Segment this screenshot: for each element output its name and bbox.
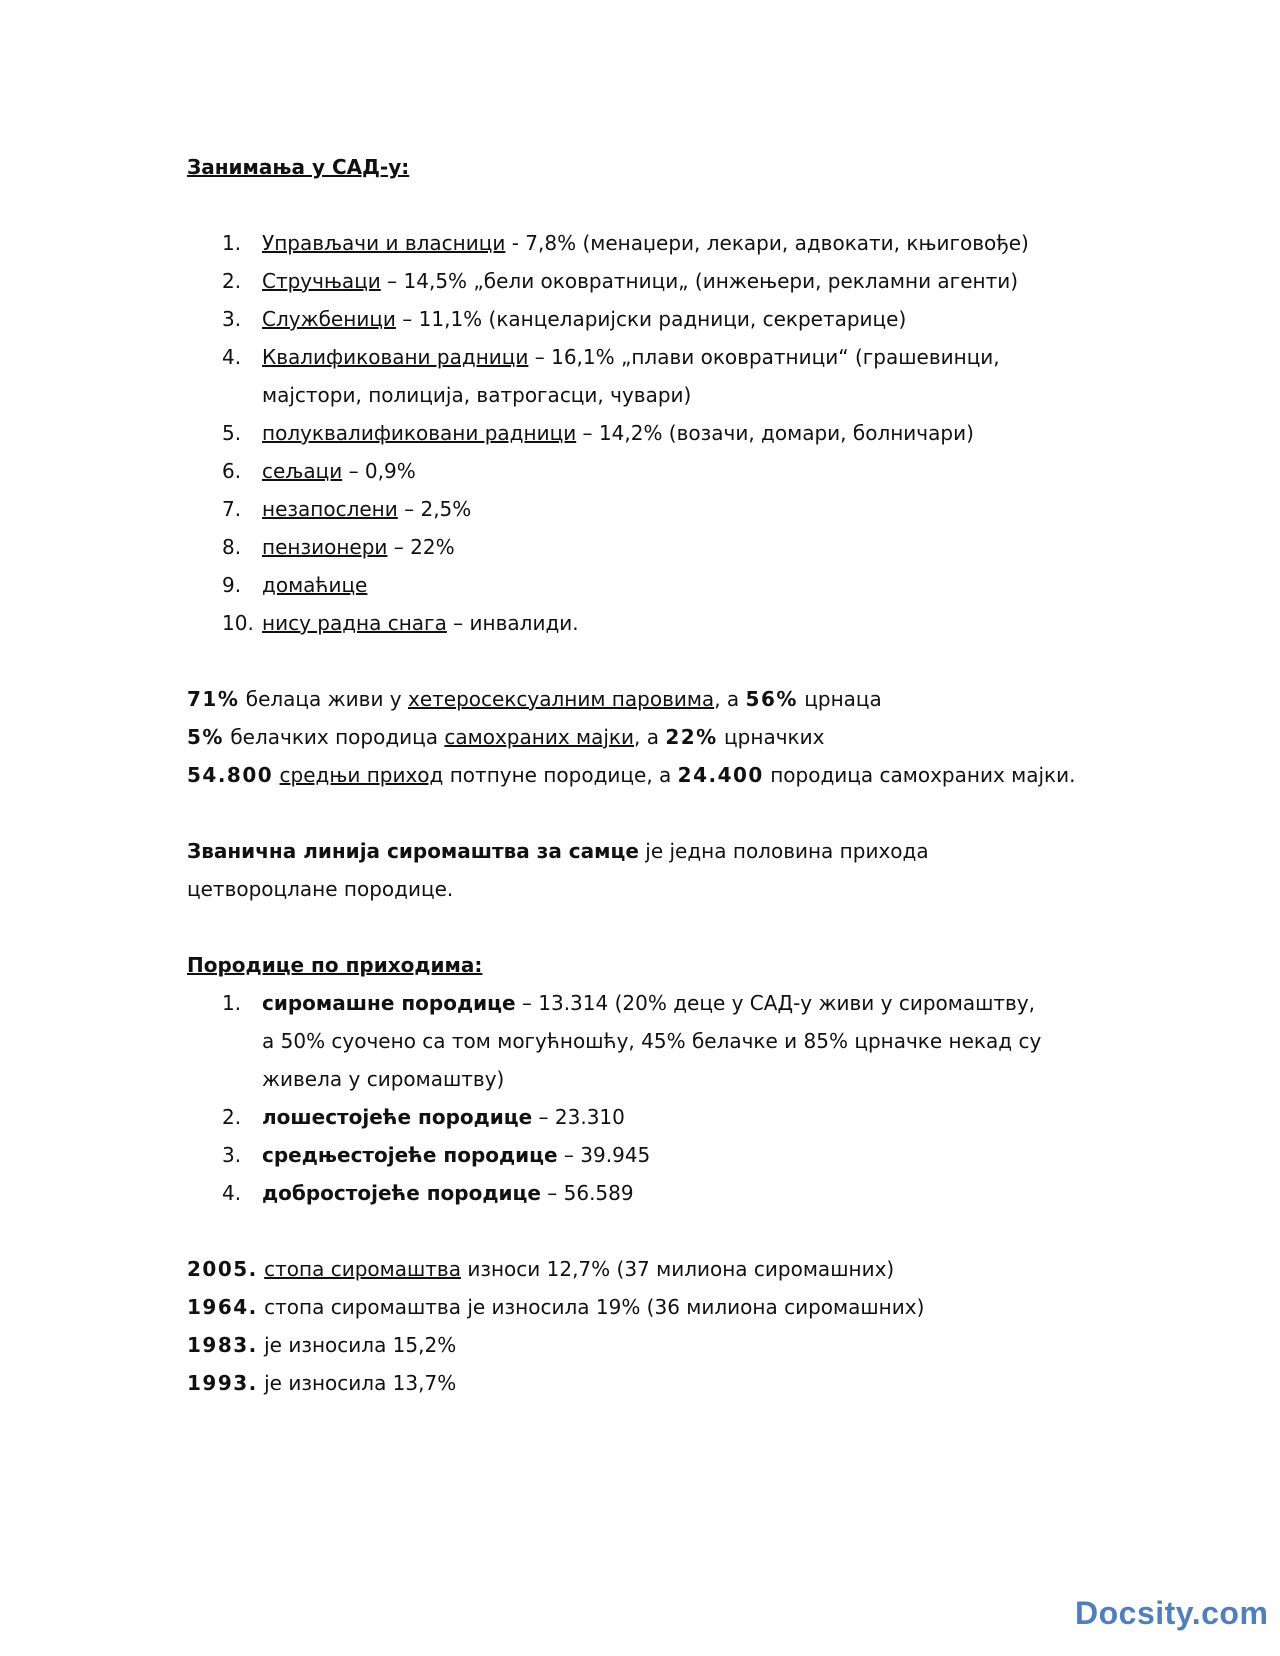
stat-line-couples: 71% белаца живи у хетеросексуалним паровима, а 56% црнаца [187,687,882,711]
list-item-continuation: а 50% суочено са том могућношћу, 45% белачке и 85% црначке некад су [262,1029,1042,1053]
list-item-continuation: живела у сиромаштву) [262,1067,505,1091]
list-item: 1. Управљачи и власници - 7,8% (менаџери, лекари, адвокати, књиговође) [222,231,1029,255]
heading-families: Породице по приходима: [187,953,483,977]
families-list [187,984,1187,1212]
list-item: 2. лошестојеће породице – 23.310 [222,1105,625,1129]
list-item: 3. Службеници – 11,1% (канцеларијски радници, секретарице) [222,307,907,331]
list-item: 6. сељаци – 0,9% [222,459,416,483]
list-item: 3. средњестојеће породице – 39.945 [222,1143,651,1167]
list-item: 4. добростојеће породице – 56.589 [222,1181,634,1205]
year-line-1983: 1983. је износила 15,2% [187,1333,457,1357]
stat-line-income: 54.800 средњи приход потпуне породице, а 24.400 породица самохраних мајки. [187,763,1076,787]
year-line-2005: 2005. стопа сиромаштва износи 12,7% (37 милиона сиромашних) [187,1257,895,1281]
year-line-1993: 1993. је износила 13,7% [187,1371,457,1395]
docsity-watermark[interactable]: Docsity.com [1075,1595,1269,1631]
poverty-line-paragraph-cont: цетвороцлане породице. [187,877,454,901]
occupations-list [187,224,1187,642]
list-item: 9. домаћице [222,573,368,597]
list-item: 10. нису радна снага – инвалиди. [222,611,579,635]
list-item: 2. Стручњаци – 14,5% „бели оковратници„ (инжењери, рекламни агенти) [222,269,1019,293]
stat-line-single-mothers: 5% белачких породица самохраних мајки, а 22% црначких [187,725,825,749]
document-content [187,148,1187,1402]
list-item: 7. незапослени – 2,5% [222,497,472,521]
heading-occupations: Занимања у САД-у: [187,155,410,179]
list-item: 5. полуквалификовани радници – 14,2% (возачи, домари, болничари) [222,421,974,445]
list-item: 4. Квалификовани радници – 16,1% „плави оковратници“ (грашевинци, [222,345,1000,369]
year-line-1964: 1964. стопа сиромаштва је износила 19% (36 милиона сиромашних) [187,1295,925,1319]
list-item: 8. пензионери – 22% [222,535,455,559]
list-item: 1. сиромашне породице – 13.314 (20% деце у САД-у живи у сиромаштву, [222,991,1036,1015]
list-item-continuation: мајстори, полиција, ватрогасци, чувари) [262,383,692,407]
poverty-line-paragraph: Званична линија сиромаштва за самце је једна половина прихода [187,839,929,863]
